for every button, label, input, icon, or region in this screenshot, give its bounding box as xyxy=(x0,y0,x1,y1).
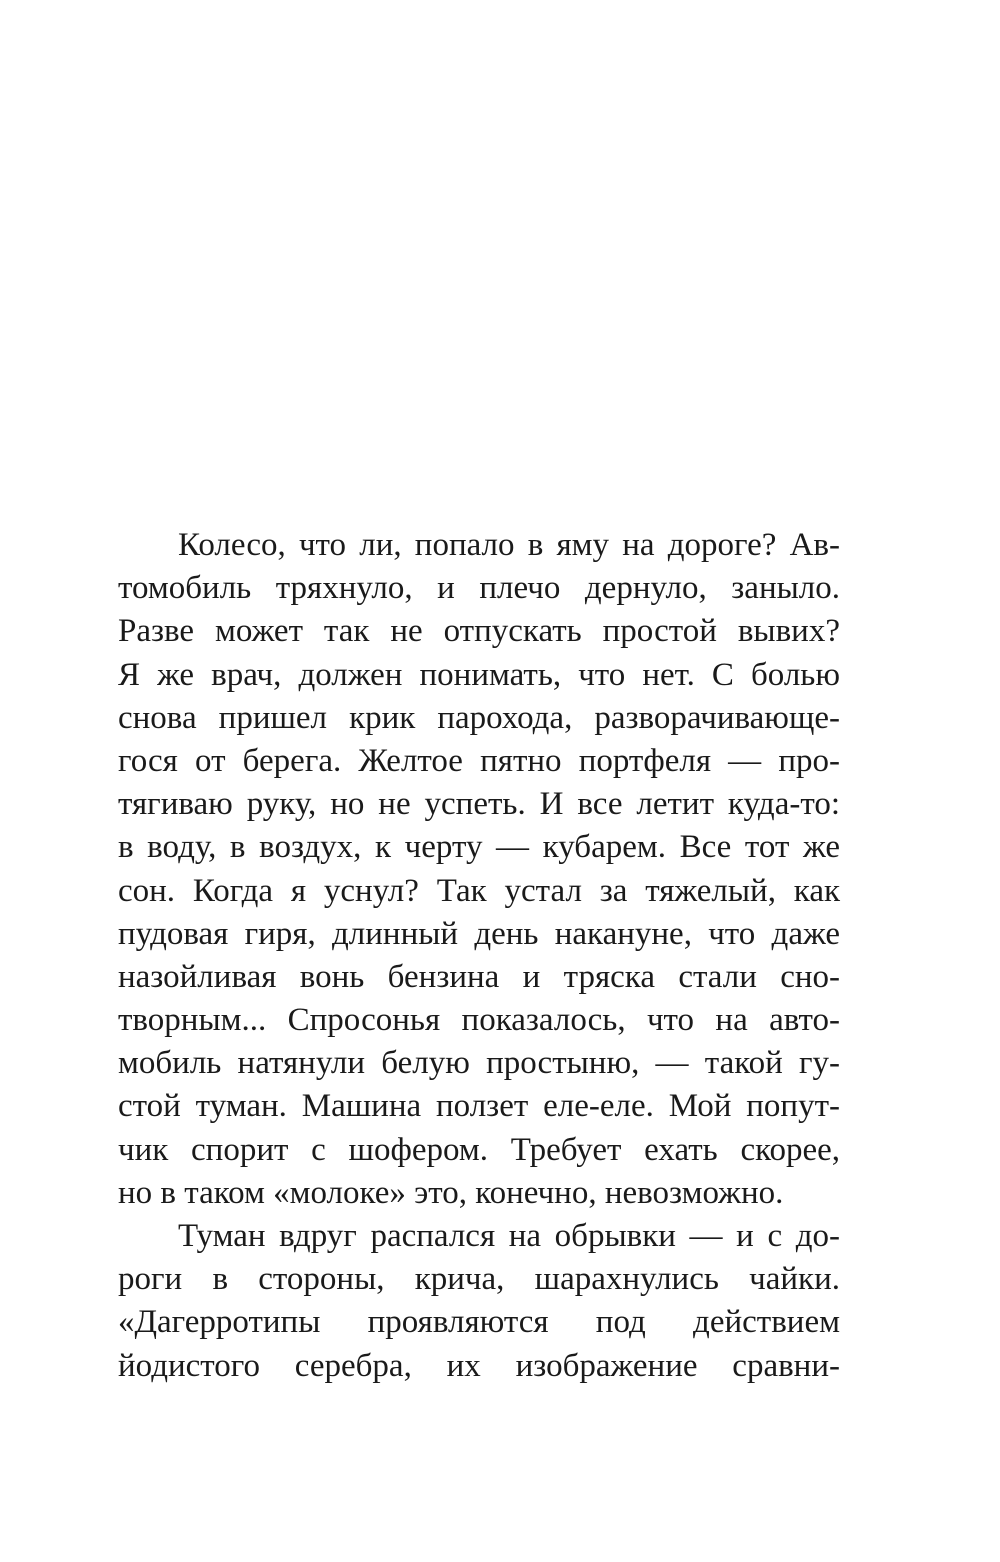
text-line: тягиваю руку, но не успеть. И все летит куда-то: xyxy=(118,786,840,823)
text-line: Разве может так не отпускать простой вывих? xyxy=(118,613,840,650)
text-line: гося от берега. Желтое пятно портфеля — про- xyxy=(118,742,840,779)
text-line: Я же врач, должен понимать, что нет. С болью xyxy=(118,656,840,693)
paragraph-2 xyxy=(118,1215,840,1388)
text-line: Колесо, что ли, попало в яму на дороге? Ав- xyxy=(178,527,840,563)
text-line: творным... Спросонья показалось, что на авто- xyxy=(118,1002,840,1039)
text-line: «Дагерротипы проявляются под действием xyxy=(118,1304,840,1341)
text-line: стой туман. Машина ползет еле-еле. Мой попут- xyxy=(118,1088,840,1125)
text-line: чик спорит с шофером. Требует ехать скорее, xyxy=(118,1131,840,1168)
text-line: сон. Когда я уснул? Так устал за тяжелый, как xyxy=(118,872,840,909)
text-line: роги в стороны, крича, шарахнулись чайки. xyxy=(118,1261,840,1298)
paragraph-1 xyxy=(118,524,840,1215)
text-line: пудовая гиря, длинный день накануне, что даже xyxy=(118,915,840,952)
body-text xyxy=(118,524,840,1388)
text-line: снова пришел крик парохода, разворачивающе- xyxy=(118,699,840,736)
text-line: Туман вдруг распался на обрывки — и с до- xyxy=(178,1218,840,1254)
text-line: назойливая вонь бензина и тряска стали сно- xyxy=(118,958,840,995)
text-line: в воду, в воздух, к черту — кубарем. Все тот же xyxy=(118,829,840,866)
text-line: мобиль натянули белую простыню, — такой гу- xyxy=(118,1045,840,1082)
text-line: томобиль тряхнуло, и плечо дернуло, заныло. xyxy=(118,570,840,607)
text-line: но в таком «молоке» это, конечно, невозможно. xyxy=(118,1174,784,1211)
text-line: йодистого серебра, их изображение сравни- xyxy=(118,1347,840,1384)
